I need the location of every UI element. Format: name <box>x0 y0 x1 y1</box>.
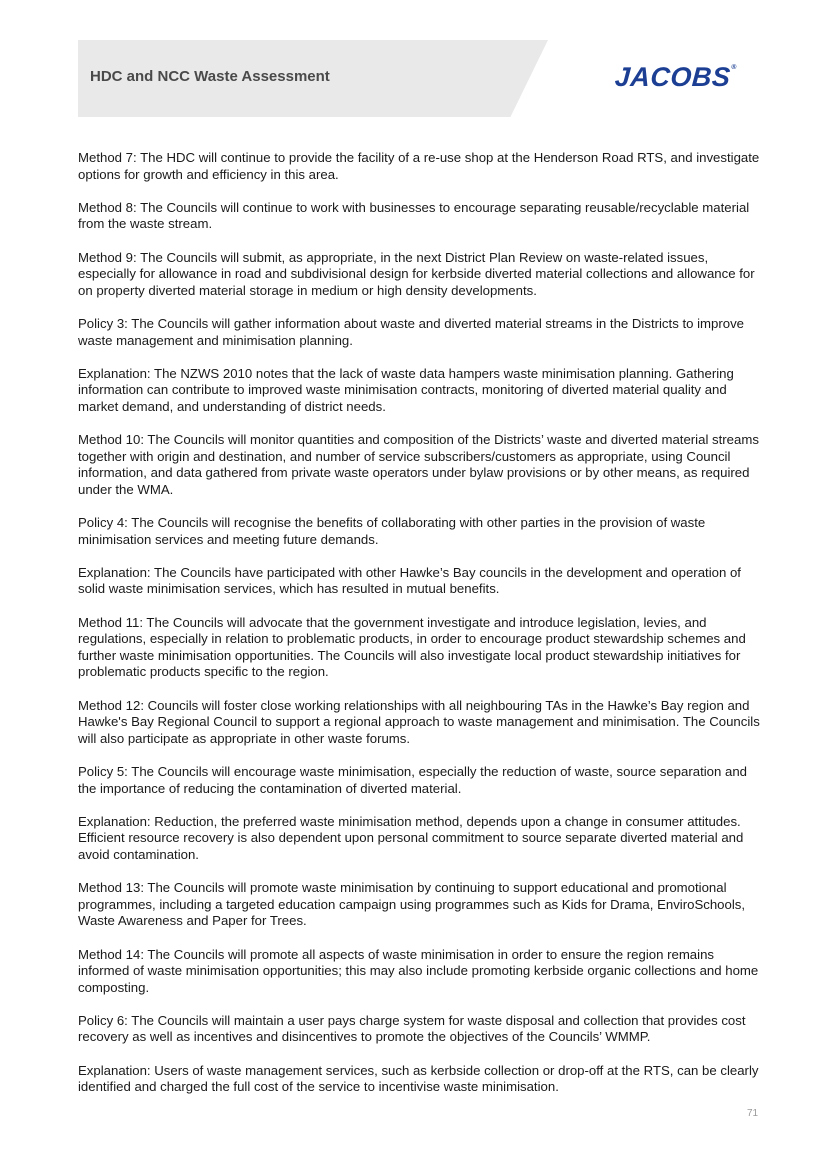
paragraph-method-12: Method 12: Councils will foster close working relationships with all neighbouring TAs in the Hawke’s Bay region and Hawke's Bay Regional Council to support a regional approach to waste management and minimisation. The Councils will also participate as appropriate in other waste forums. <box>78 697 760 746</box>
paragraph-policy-5: Policy 5: The Councils will encourage waste minimisation, especially the reduction of waste, source separation and the importance of reducing the contamination of diverted material. <box>78 763 748 796</box>
paragraph-method-7: Method 7: The HDC will continue to provide the facility of a re-use shop at the Henderson Road RTS, and investigate options for growth and efficiency in this area. <box>78 150 760 182</box>
paragraph-method-14: Method 14: The Councils will promote all aspects of waste minimisation in order to ensure the region remains informed of waste minimisation opportunities; this may also include promoting kerbside organic collections and home composting. <box>78 946 759 995</box>
page-number: 71 <box>747 1108 759 1119</box>
paragraph-explanation-policy-4: Explanation: The Councils have participated with other Hawke’s Bay councils in the development and operation of solid waste minimisation services, which has resulted in mutual benefits. <box>78 564 741 597</box>
paragraph-method-10: Method 10: The Councils will monitor quantities and composition of the Districts’ waste and diverted material streams together with origin and destination, and number of service subscribers/customers as appropriate, using Council information, and data gathered from private waste operators under bylaw provisions or by other means, as required under the WMA. <box>78 432 759 497</box>
jacobs-logo <box>614 62 737 93</box>
paragraph-method-8: Method 8: The Councils will continue to work with businesses to encourage separating reusable/recyclable material from the waste stream. <box>78 199 750 232</box>
body-text <box>78 150 760 1112</box>
paragraph-method-9: Method 9: The Councils will submit, as appropriate, in the next District Plan Review on waste-related issues, especially for allowance in road and subdivisional design for kerbside diverted material collections and allowance for on property diverted material storage in medium or high density developments. <box>78 249 755 298</box>
paragraph-policy-4: Policy 4: The Councils will recognise the benefits of collaborating with other parties in the provision of waste minimisation services and meeting future demands. <box>78 515 706 547</box>
paragraph-policy-6: Policy 6: The Councils will maintain a user pays charge system for waste disposal and collection that provides cost recovery as well as incentives and disincentives to promote the objectives of the Councils’ WMMP. <box>78 1012 746 1045</box>
paragraph-explanation-policy-6: Explanation: Users of waste management services, such as kerbside collection or drop-off at the RTS, can be clearly identified and charged the full cost of the service to incentivise waste minimisation. <box>78 1062 759 1095</box>
document-title: HDC and NCC Waste Assessment <box>90 68 330 85</box>
registered-mark: ® <box>730 64 738 71</box>
paragraph-explanation-policy-5: Explanation: Reduction, the preferred waste minimisation method, depends upon a change in consumer attitudes. Efficient resource recovery is also dependent upon personal commitment to source separate diverted material and avoid contamination. <box>78 813 744 862</box>
paragraph-policy-3: Policy 3: The Councils will gather information about waste and diverted material streams in the Districts to improve waste management and minimisation planning. <box>78 315 745 348</box>
paragraph-method-11: Method 11: The Councils will advocate that the government investigate and introduce legislation, levies, and regulations, especially in relation to problematic products, in order to encourage product stewardship schemes and further waste minimisation opportunities. The Councils will also investigate local product stewardship initiatives for problematic products specific to the region. <box>78 614 746 680</box>
paragraph-method-13: Method 13: The Councils will promote waste minimisation by continuing to support educational and promotional programmes, including a targeted education campaign using programmes such as Kids for Drama, EnviroSchools, Waste Awareness and Paper for Trees. <box>78 880 746 929</box>
logo-text: JACOBS <box>613 62 732 92</box>
paragraph-explanation-policy-3: Explanation: The NZWS 2010 notes that the lack of waste data hampers waste minimisation planning. Gathering information can contribute to improved waste minimisation contracts, monitoring of diverted material quality and market demand, and understanding of district needs. <box>78 365 734 414</box>
